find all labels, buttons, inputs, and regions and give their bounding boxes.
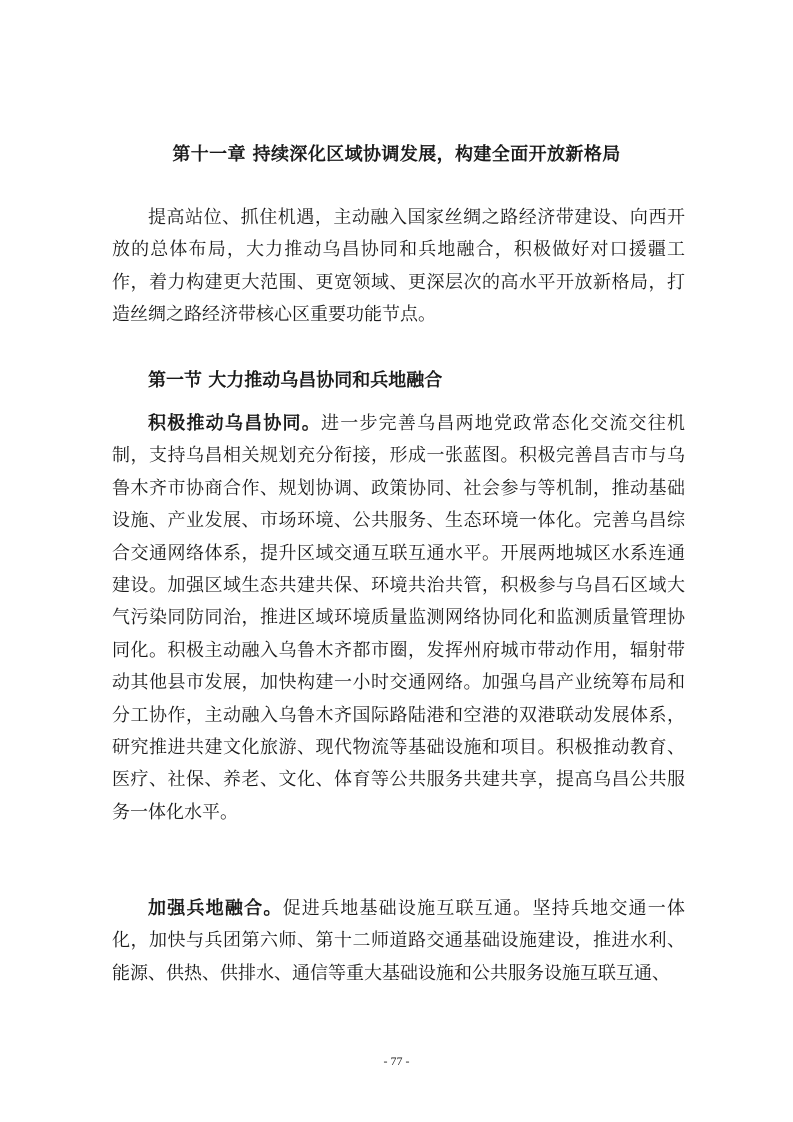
paragraph-lead: 加强兵地融合。 — [148, 898, 283, 919]
paragraph-urumqi-changji-coordination — [112, 408, 685, 829]
paragraph-body: 促进兵地基础设施互联互通。坚持兵地交通一体化，加快与兵团第六师、第十二师道路交通基础设施建设，推进水利、能源、供热、供排水、通信等重大基础设施和公共服务设施互联互通、 — [112, 898, 686, 984]
section-title: 第一节 大力推动乌昌协同和兵地融合 — [148, 370, 443, 391]
intro-paragraph: 提高站位、抓住机遇，主动融入国家丝绸之路经济带建设、向西开放的总体布局，大力推动乌昌协同和兵地融合，积极做好对口援疆工作，着力构建更大范围、更宽领域、更深层次的高水平开放新格局，打造丝绸之路经济带核心区重要功能节点。 — [112, 207, 685, 326]
chapter-title: 第十一章 持续深化区域协调发展，构建全面开放新格局 — [172, 144, 621, 165]
paragraph-corps-local-integration — [112, 893, 685, 990]
paragraph-body: 进一步完善乌昌两地党政常态化交流交往机制，支持乌昌相关规划充分衔接，形成一张蓝图。积极完善昌吉市与乌鲁木齐市协商合作、规划协调、政策协同、社会参与等机制，推动基础设施、产业发展、市场环境、公共服务、生态环境一体化。完善乌昌综合交通网络体系，提升区域交通互联互通水平。开展两地城区水系连通建设。加强区域生态共建共保、环境共治共管，积极参与乌昌石区域大气污染同防同治，推进区域环境质量监测网络协同化和监测质量管理协同化。积极主动融入乌鲁木齐都市圈，发挥州府城市带动作用，辐射带动其他县市发展，加快构建一小时交通网络。加强乌昌产业统筹布局和分工协作，主动融入乌鲁木齐国际路陆港和空港的双港联动发展体系，研究推进共建文化旅游、现代物流等基础设施和项目。积极推动教育、医疗、社保、养老、文化、体育等公共服务共建共享，提高乌昌公共服务一体化水平。 — [112, 413, 685, 823]
paragraph-lead: 积极推动乌昌协同。 — [148, 413, 321, 434]
page-number: - 77 - — [383, 1054, 410, 1068]
